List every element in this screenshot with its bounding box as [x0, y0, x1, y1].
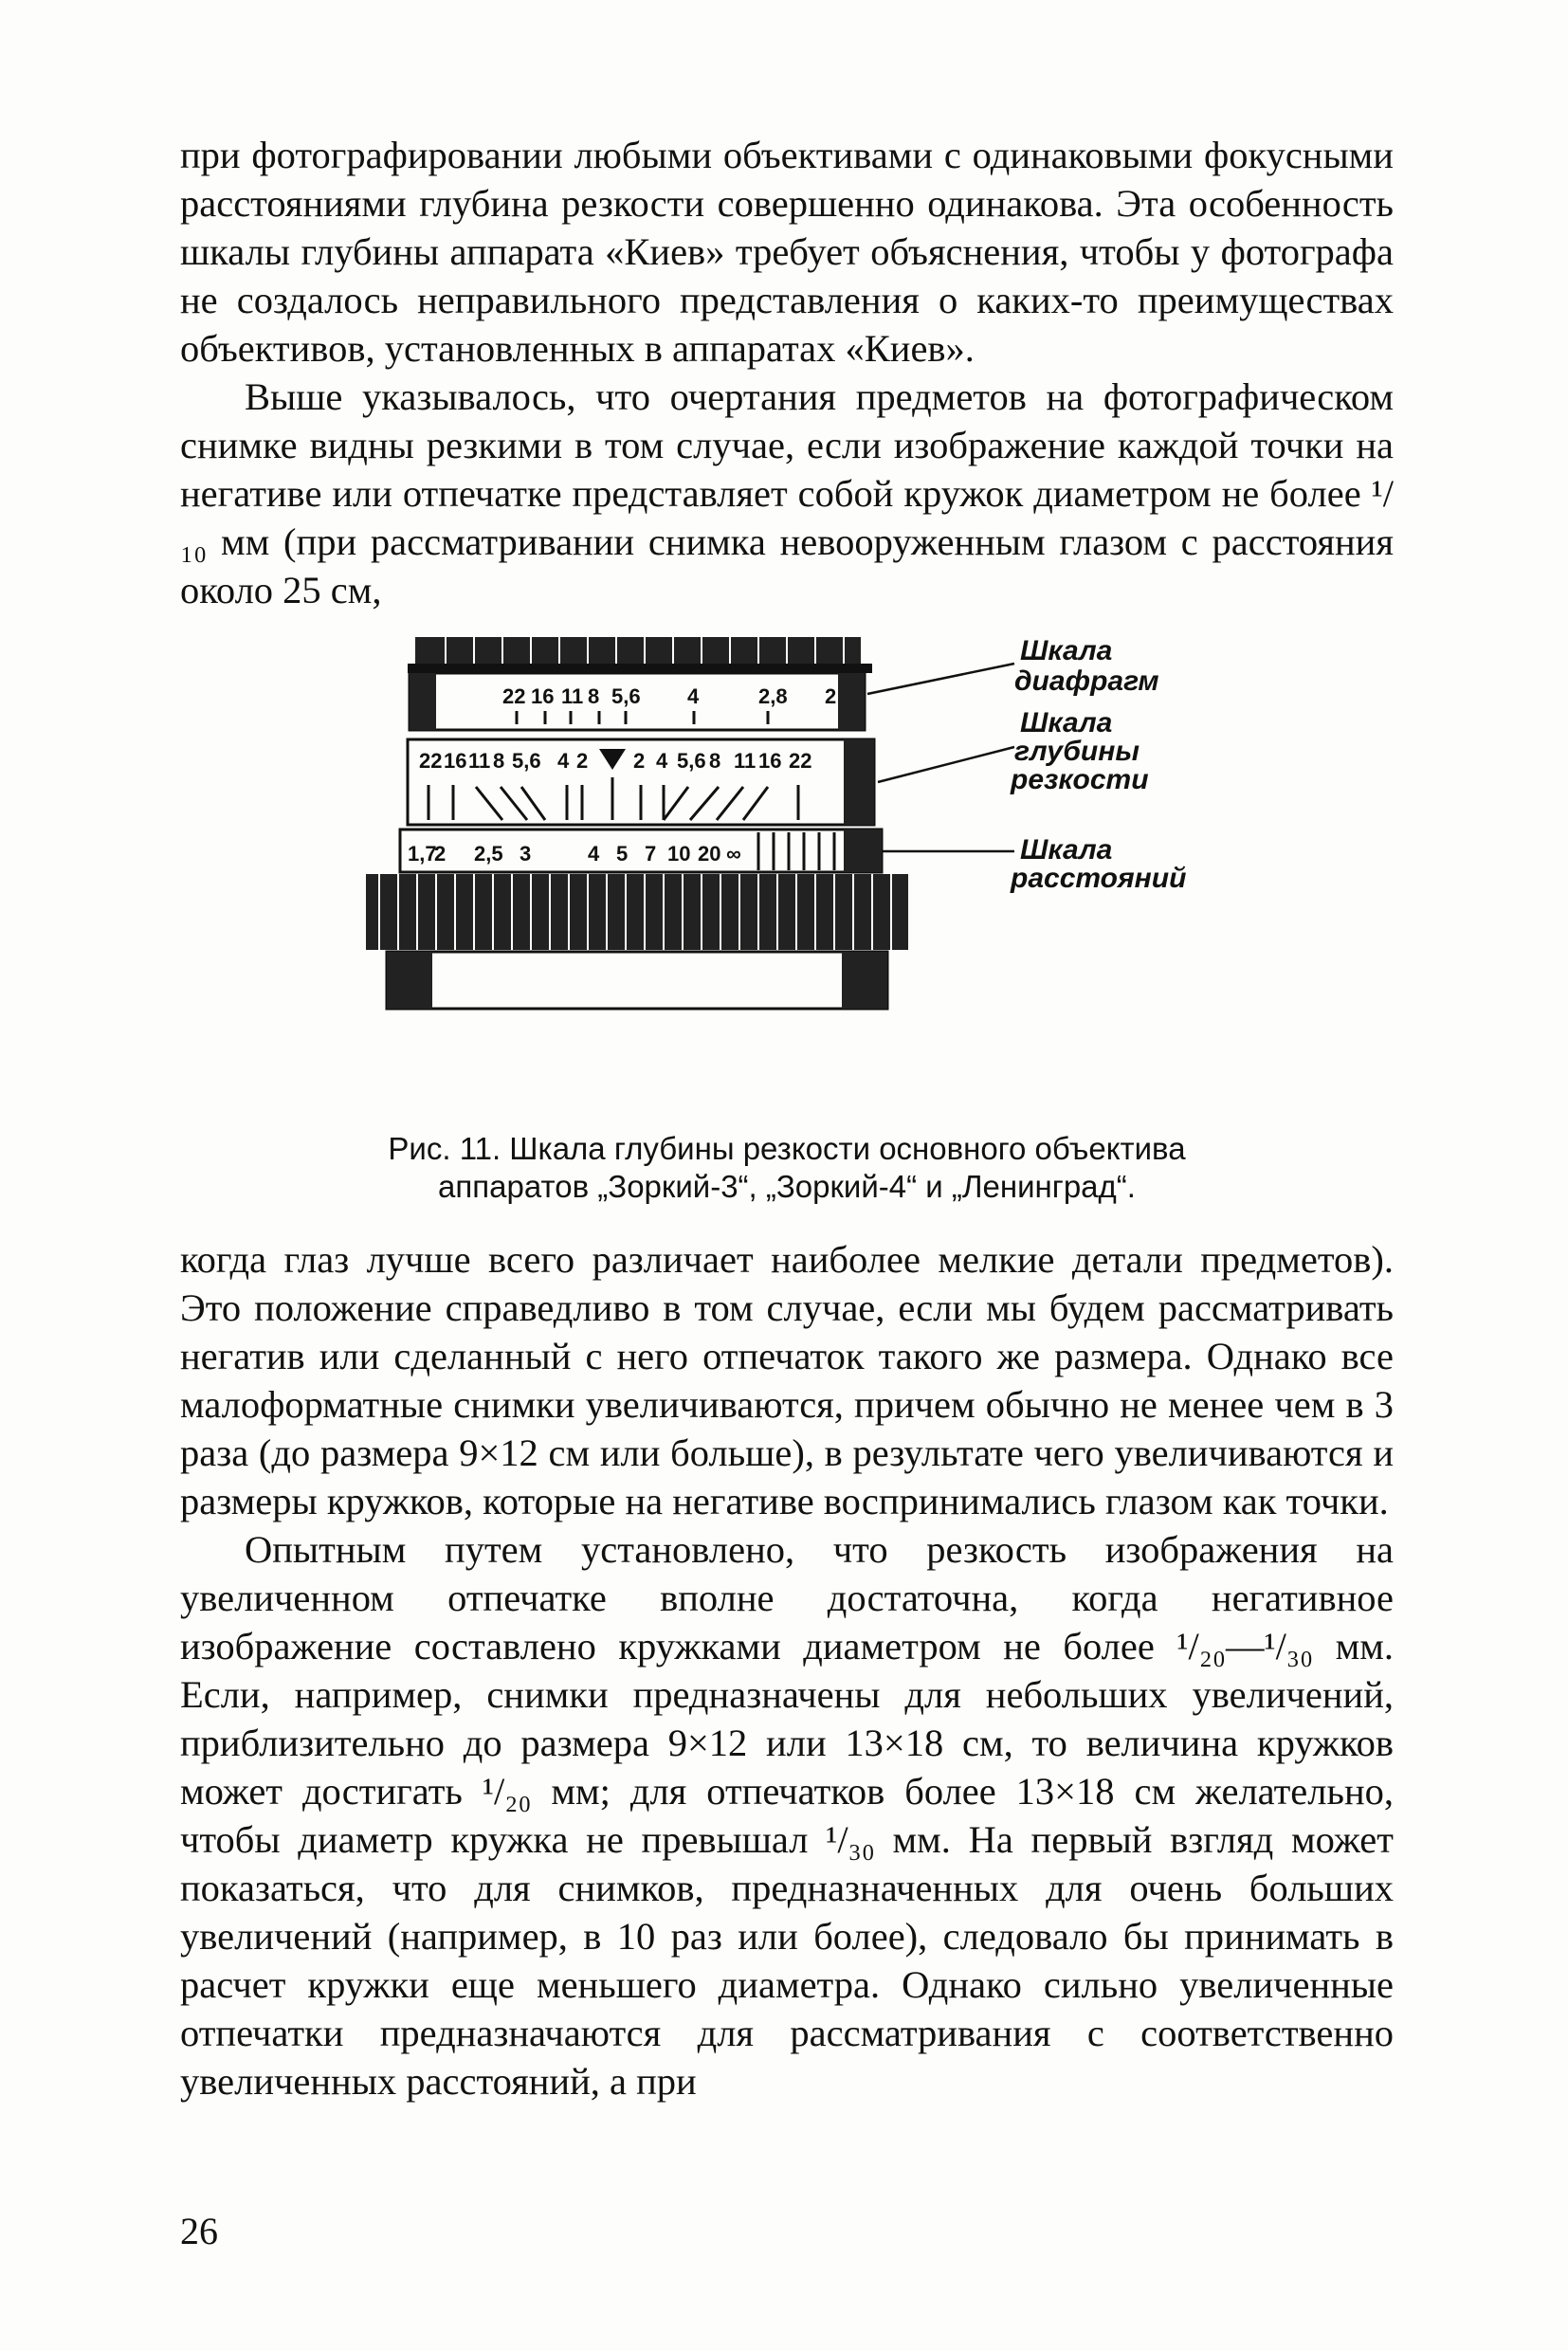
figure-caption	[180, 1130, 1394, 1206]
text-block-top	[180, 131, 1394, 614]
depth-mark: 5,6	[512, 749, 541, 773]
aperture-mark: 2	[825, 684, 837, 708]
aperture-mark: 22	[502, 684, 526, 708]
label-depth-line2: глубины	[1014, 736, 1140, 767]
distance-mark: 3	[520, 842, 532, 866]
label-aperture-line2: диафрагм	[1014, 665, 1159, 697]
label-depth-line1: Шкала	[1020, 707, 1113, 738]
distance-mark: 20	[698, 842, 721, 866]
aperture-mark: 16	[531, 684, 555, 708]
distance-mark: 7	[645, 842, 657, 866]
depth-mark: 8	[493, 749, 505, 773]
paragraph-4: Опытным путем установлено, что резкость изображения на увеличенном отпечатке вполне достаточна, когда негативное изображение составлено кружками диаметром не более ¹/₂₀—¹/₃₀ мм. Если, например, снимки предназначены для небольших увеличений, приблизительно до размера 9×12 или 13×18 см, то величина кружков может достигать ¹/₂₀ мм; для отпечатков более 13×18 см желательно, чтобы диаметр кружка не превышал ¹/₃₀ мм. На первый взгляд может показаться, что для снимков, предназначенных для очень больших увеличений (например, в 10 раз или более), следовало бы принимать в расчет кружки еще меньшего диаметра. Однако сильно увеличенные отпечатки предназначаются для рассматривания с соответственно увеличенных расстояний, а при	[180, 1528, 1394, 2103]
depth-mark: 11	[734, 749, 757, 773]
caption-line-2: аппаратов „Зоркий-3“, „Зоркий-4“ и „Ленинград“.	[438, 1169, 1136, 1204]
depth-mark: 16	[758, 749, 782, 773]
depth-mark: 22	[419, 749, 443, 773]
depth-mark: 4	[656, 749, 668, 773]
aperture-mark: 4	[687, 684, 700, 708]
aperture-mark: 2,8	[758, 684, 788, 708]
distance-mark: ∞	[726, 842, 741, 866]
depth-mark: 4	[557, 749, 570, 773]
aperture-mark: 11	[561, 684, 584, 708]
depth-mark: 2	[633, 749, 646, 773]
paragraph-2: Выше указывалось, что очертания предметов на фотографическом снимке видны резкими в том случае, если изображение каждой точки на негативе или отпечатке представляет собой кружок диаметром не более ¹/₁₀ мм (при рассматривании снимка невооруженным глазом с расстояния около 25 см,	[180, 375, 1394, 611]
index-mark-icon	[599, 749, 626, 770]
distance-mark: 5	[616, 842, 629, 866]
depth-mark: 5,6	[677, 749, 706, 773]
label-depth-line3: резкости	[1011, 764, 1149, 795]
distance-mark: 4	[588, 842, 600, 866]
lens-drawing	[351, 626, 1232, 1104]
distance-mark: 2	[434, 842, 447, 866]
paragraph-1: при фотографировании любыми объективами с одинаковыми фокусными расстояниями глубина резкости совершенно одинакова. Эта особенность шкалы глубины аппарата «Киев» требует объяснения, чтобы у фотографа не создалось неправильного представления о каких-то преимуществах объективов, установленных в аппаратах «Киев».	[180, 134, 1394, 370]
label-aperture-line1: Шкала	[1020, 635, 1113, 666]
distance-mark: 2,5	[474, 842, 503, 866]
paragraph-3: когда глаз лучше всего различает наиболее мелкие детали предметов). Это положение справедливо в том случае, если мы будем рассматривать негатив или сделанный с него отпечаток такого же размера. Однако все малоформатные снимки увеличиваются, причем обычно не менее чем в 3 раза (до размера 9×12 см или больше), в результате чего увеличиваются и размеры кружков, которые на негативе воспринимались глазом как точки.	[180, 1238, 1394, 1522]
text-block-bottom	[180, 1235, 1394, 2105]
distance-mark: 1,7	[408, 842, 437, 866]
label-distance-line2: расстояний	[1011, 863, 1187, 894]
distance-mark: 10	[667, 842, 691, 866]
aperture-mark: 5,6	[611, 684, 641, 708]
depth-mark: 22	[789, 749, 812, 773]
depth-mark: 2	[576, 749, 589, 773]
caption-line-1: Рис. 11. Шкала глубины резкости основного объектива	[388, 1131, 1186, 1166]
depth-mark: 16	[444, 749, 467, 773]
figure-lens-scales	[351, 626, 1232, 1104]
depth-mark: 8	[709, 749, 721, 773]
depth-mark: 11	[468, 749, 491, 773]
label-distance-line1: Шкала	[1020, 834, 1113, 866]
aperture-mark: 8	[588, 684, 600, 708]
page-number: 26	[180, 2210, 218, 2252]
